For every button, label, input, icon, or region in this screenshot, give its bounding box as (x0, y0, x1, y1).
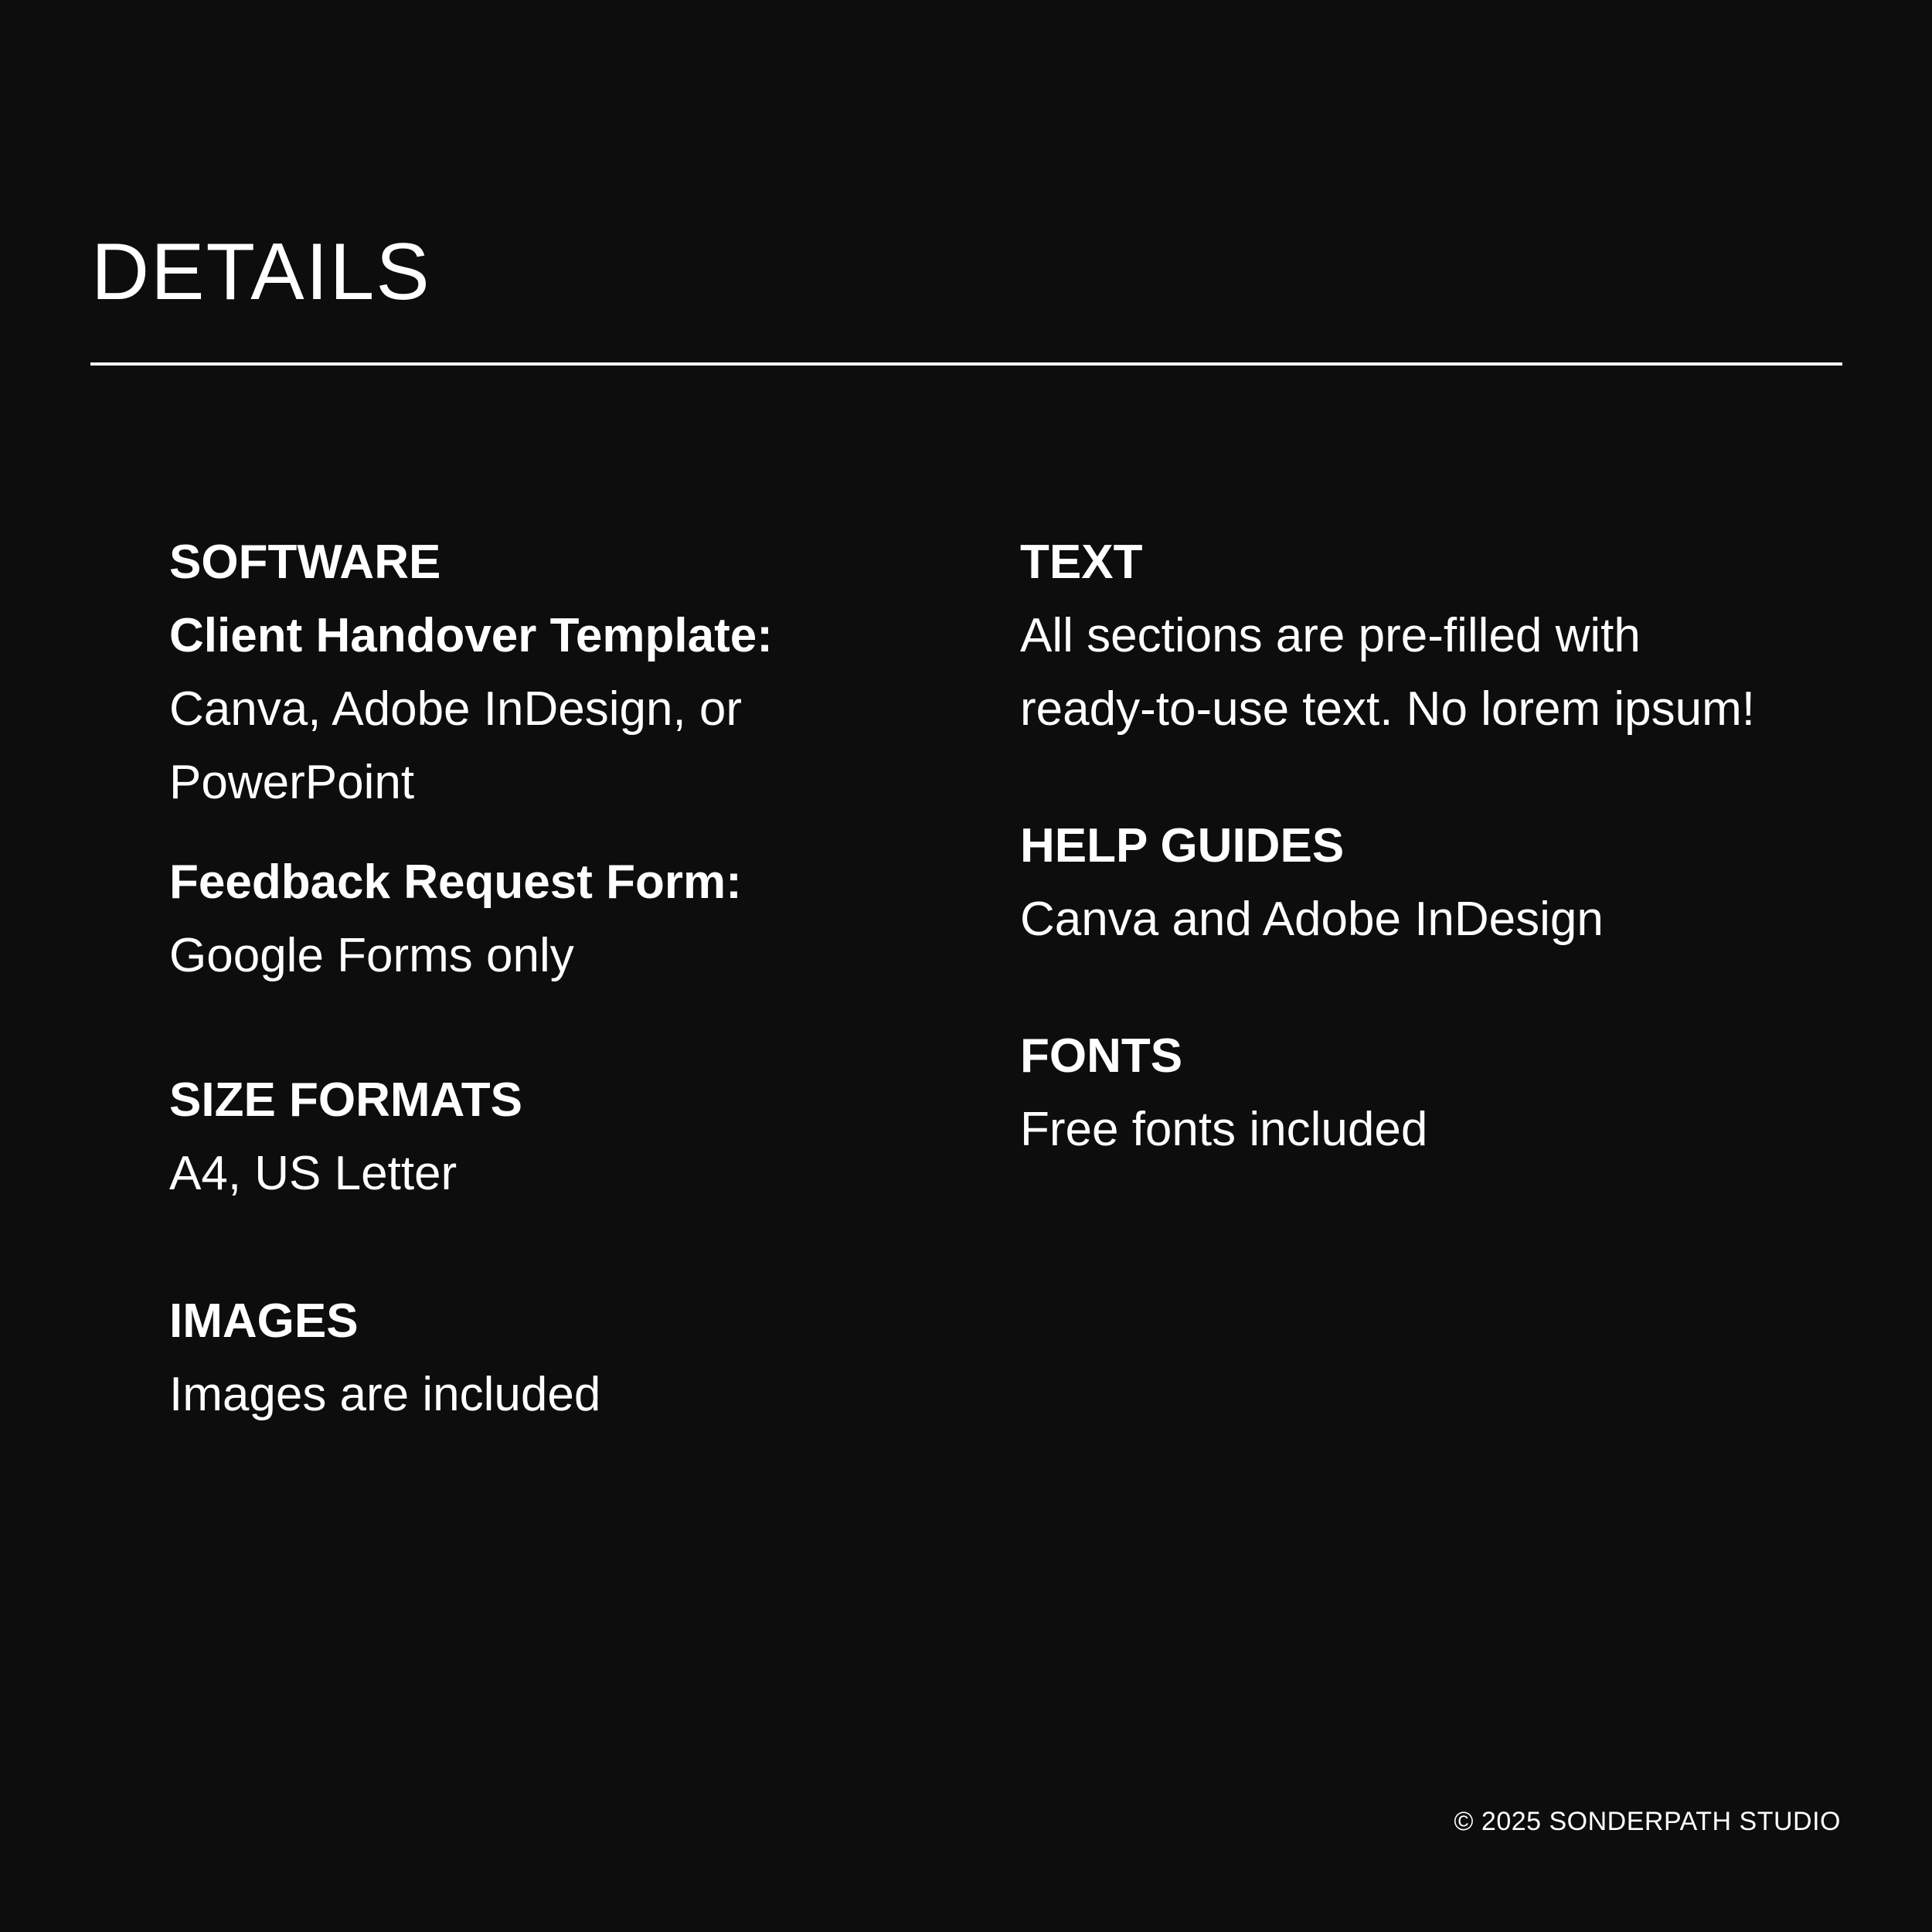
title-divider (90, 362, 1842, 366)
help-guides-section (1020, 809, 1855, 956)
left-column (169, 526, 942, 1431)
text-heading: TEXT (1020, 536, 1143, 589)
text-section (1020, 526, 1855, 746)
feedback-form-line-1: Google Forms only (169, 929, 574, 982)
feedback-form-label: Feedback Request Form: (169, 855, 742, 909)
text-line-1: All sections are pre-filled with (1020, 609, 1641, 662)
right-column (1020, 526, 1855, 1166)
software-section (169, 526, 942, 992)
fonts-heading: FONTS (1020, 1029, 1183, 1083)
help-guides-line-1: Canva and Adobe InDesign (1020, 893, 1604, 946)
text-line-2: ready-to-use text. No lorem ipsum! (1020, 682, 1756, 736)
images-line-1: Images are included (169, 1368, 601, 1421)
help-guides-heading: HELP GUIDES (1020, 819, 1345, 872)
fonts-line-1: Free fonts included (1020, 1103, 1428, 1156)
images-section (169, 1284, 942, 1431)
images-heading: IMAGES (169, 1294, 359, 1348)
page-title: DETAILS (91, 227, 431, 317)
size-formats-section (169, 1063, 942, 1210)
client-handover-line-2: PowerPoint (169, 756, 415, 809)
fonts-section (1020, 1019, 1855, 1166)
size-formats-line-1: A4, US Letter (169, 1147, 457, 1200)
client-handover-label: Client Handover Template: (169, 609, 773, 662)
client-handover-line-1: Canva, Adobe InDesign, or (169, 682, 743, 736)
copyright-footer: © 2025 SONDERPATH STUDIO (1454, 1807, 1841, 1836)
software-heading: SOFTWARE (169, 536, 441, 589)
size-formats-heading: SIZE FORMATS (169, 1073, 522, 1127)
